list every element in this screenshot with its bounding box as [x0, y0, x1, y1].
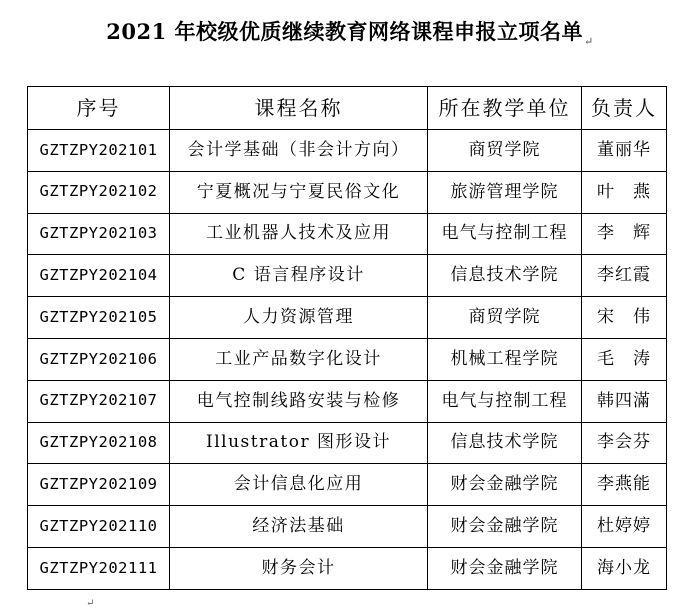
table-row [28, 338, 667, 380]
row-unit: 信息技术学院 [428, 422, 582, 464]
table-row [28, 464, 667, 506]
row-course-name: 会计学基础（非会计方向） [170, 130, 428, 172]
title-text: 2021 年校级优质继续教育网络课程申报立项名单 [106, 19, 584, 44]
row-unit: 财会金融学院 [428, 547, 582, 589]
row-code: GZTZPY202102 [28, 171, 170, 213]
row-person: 韩四滿 [582, 380, 667, 422]
row-unit: 信息技术学院 [428, 255, 582, 297]
document-title [0, 16, 700, 48]
row-course-name: 宁夏概况与宁夏民俗文化 [170, 171, 428, 213]
row-unit: 商贸学院 [428, 130, 582, 172]
row-course-name: C 语言程序设计 [170, 255, 428, 297]
row-unit: 财会金融学院 [428, 464, 582, 506]
header-person: 负责人 [582, 87, 667, 130]
header-unit: 所在教学单位 [428, 87, 582, 130]
row-code: GZTZPY202107 [28, 380, 170, 422]
row-code: GZTZPY202106 [28, 338, 170, 380]
row-code: GZTZPY202111 [28, 547, 170, 589]
row-unit: 财会金融学院 [428, 506, 582, 548]
table-row [28, 422, 667, 464]
project-list-table [27, 86, 667, 590]
row-person: 董丽华 [582, 130, 667, 172]
row-person: 宋 伟 [582, 297, 667, 339]
paragraph-mark-icon: ↵ [86, 598, 95, 609]
table-row [28, 255, 667, 297]
table-row [28, 380, 667, 422]
row-unit: 电气与控制工程 [428, 213, 582, 255]
row-course-name: 工业机器人技术及应用 [170, 213, 428, 255]
row-unit: 旅游管理学院 [428, 171, 582, 213]
row-code: GZTZPY202109 [28, 464, 170, 506]
table-row [28, 213, 667, 255]
row-unit: 商贸学院 [428, 297, 582, 339]
header-serial: 序号 [28, 87, 170, 130]
table-row [28, 171, 667, 213]
row-course-name: 经济法基础 [170, 506, 428, 548]
row-code: GZTZPY202105 [28, 297, 170, 339]
row-person: 杜婷婷 [582, 506, 667, 548]
table-row [28, 297, 667, 339]
row-person: 毛 涛 [582, 338, 667, 380]
row-code: GZTZPY202103 [28, 213, 170, 255]
row-course-name: 人力资源管理 [170, 297, 428, 339]
paragraph-mark-icon: ↵ [584, 35, 594, 48]
row-code: GZTZPY202101 [28, 130, 170, 172]
row-unit: 电气与控制工程 [428, 380, 582, 422]
row-person: 李会芬 [582, 422, 667, 464]
row-person: 李燕能 [582, 464, 667, 506]
row-code: GZTZPY202110 [28, 506, 170, 548]
row-code: GZTZPY202108 [28, 422, 170, 464]
header-course-name: 课程名称 [170, 87, 428, 130]
row-person: 海小龙 [582, 547, 667, 589]
row-course-name: Illustrator 图形设计 [170, 422, 428, 464]
row-course-name: 财务会计 [170, 547, 428, 589]
row-code: GZTZPY202104 [28, 255, 170, 297]
row-course-name: 会计信息化应用 [170, 464, 428, 506]
row-person: 李红霞 [582, 255, 667, 297]
table-header-row [28, 87, 667, 130]
table-row [28, 130, 667, 172]
row-unit: 机械工程学院 [428, 338, 582, 380]
row-course-name: 电气控制线路安装与检修 [170, 380, 428, 422]
row-person: 叶 燕 [582, 171, 667, 213]
table-row [28, 547, 667, 589]
table-row [28, 506, 667, 548]
row-course-name: 工业产品数字化设计 [170, 338, 428, 380]
row-person: 李 辉 [582, 213, 667, 255]
